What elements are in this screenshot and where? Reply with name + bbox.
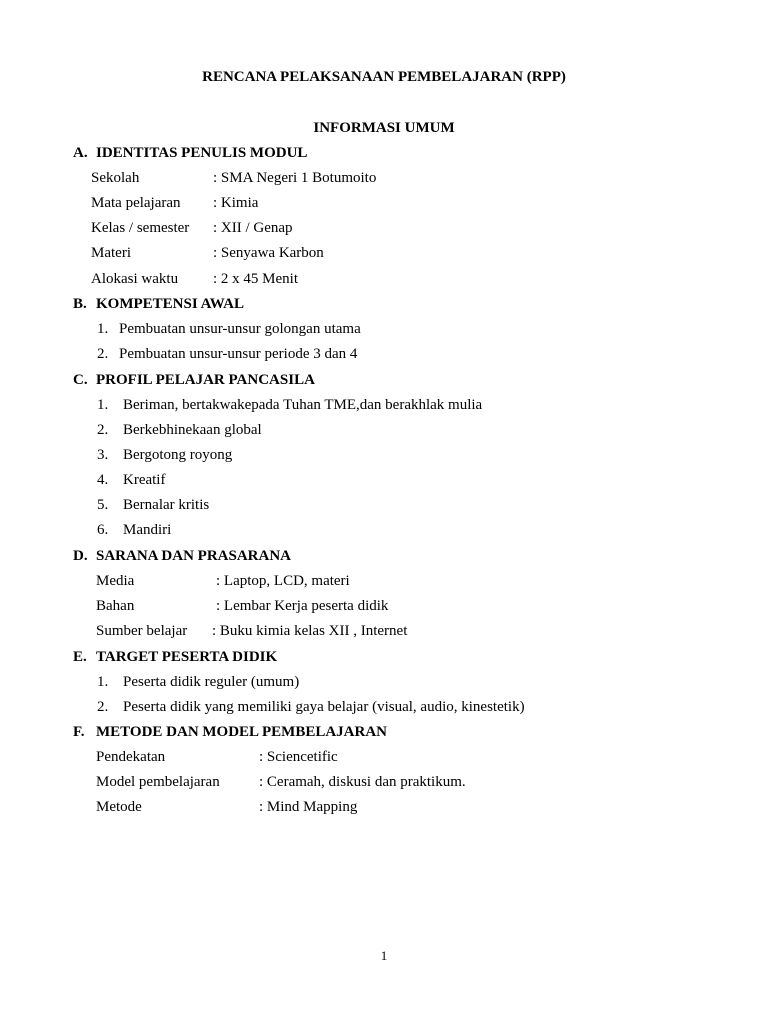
field-value-kelas-semester: : XII / Genap <box>213 220 293 236</box>
section-f-letter: F. <box>73 724 85 740</box>
field-label-sumber-belajar: Sumber belajar <box>96 623 188 639</box>
list-item: Bernalar kritis <box>123 497 210 513</box>
list-item-number: 6. <box>97 522 109 538</box>
field-value-metode: : Mind Mapping <box>259 799 358 815</box>
section-d-heading: SARANA DAN PRASARANA <box>96 548 292 564</box>
field-value-bahan: : Lembar Kerja peserta didik <box>216 598 389 614</box>
section-e-letter: E. <box>73 649 87 665</box>
field-label-pendekatan: Pendekatan <box>96 749 166 765</box>
list-item: Beriman, bertakwakepada Tuhan TME,dan berakhlak mulia <box>123 397 483 413</box>
list-item: Peserta didik yang memiliki gaya belajar (visual, audio, kinestetik) <box>123 699 525 715</box>
field-label-metode: Metode <box>96 799 142 815</box>
section-b-letter: B. <box>73 296 87 312</box>
list-item: Berkebhinekaan global <box>123 422 262 438</box>
section-f-heading: METODE DAN MODEL PEMBELAJARAN <box>96 724 387 740</box>
list-item: Mandiri <box>123 522 172 538</box>
section-a-heading: IDENTITAS PENULIS MODUL <box>96 145 308 161</box>
document-title: RENCANA PELAKSANAAN PEMBELAJARAN (RPP) <box>202 69 566 85</box>
field-label-kelas-semester: Kelas / semester <box>91 220 190 236</box>
section-c-letter: C. <box>73 372 88 388</box>
section-title-informasi-umum: INFORMASI UMUM <box>313 120 455 136</box>
field-label-sekolah: Sekolah <box>91 170 140 186</box>
list-item: Kreatif <box>123 472 166 488</box>
field-value-sekolah: : SMA Negeri 1 Botumoito <box>213 170 377 186</box>
section-c-heading: PROFIL PELAJAR PANCASILA <box>96 372 315 388</box>
field-value-materi: : Senyawa Karbon <box>213 245 324 261</box>
list-item-number: 2. <box>97 699 109 715</box>
section-d-letter: D. <box>73 548 88 564</box>
list-item-number: 1. <box>97 321 109 337</box>
field-value-alokasi-waktu: : 2 x 45 Menit <box>213 271 298 287</box>
section-e-heading: TARGET PESERTA DIDIK <box>96 649 278 665</box>
field-label-model-pembelajaran: Model pembelajaran <box>96 774 220 790</box>
page-number: 1 <box>380 948 388 963</box>
list-item-number: 1. <box>97 397 109 413</box>
list-item: Peserta didik reguler (umum) <box>123 674 300 690</box>
list-item: Pembuatan unsur-unsur periode 3 dan 4 <box>119 346 358 362</box>
list-item-number: 2. <box>97 346 109 362</box>
field-label-media: Media <box>96 573 135 589</box>
list-item-number: 2. <box>97 422 109 438</box>
field-value-model-pembelajaran: : Ceramah, diskusi dan praktikum. <box>259 774 466 790</box>
field-label-materi: Materi <box>91 245 131 261</box>
field-label-alokasi-waktu: Alokasi waktu <box>91 271 179 287</box>
field-label-bahan: Bahan <box>96 598 135 614</box>
field-label-mata-pelajaran: Mata pelajaran <box>91 195 181 211</box>
list-item-number: 1. <box>97 674 109 690</box>
list-item: Bergotong royong <box>123 447 233 463</box>
list-item-number: 3. <box>97 447 109 463</box>
field-value-sumber-belajar: : Buku kimia kelas XII , Internet <box>212 623 408 639</box>
section-a-letter: A. <box>73 145 88 161</box>
list-item: Pembuatan unsur-unsur golongan utama <box>119 321 361 337</box>
field-value-media: : Laptop, LCD, materi <box>216 573 350 589</box>
field-value-mata-pelajaran: : Kimia <box>213 195 259 211</box>
list-item-number: 4. <box>97 472 109 488</box>
list-item-number: 5. <box>97 497 109 513</box>
section-b-heading: KOMPETENSI AWAL <box>96 296 244 312</box>
field-value-pendekatan: : Sciencetific <box>259 749 338 765</box>
